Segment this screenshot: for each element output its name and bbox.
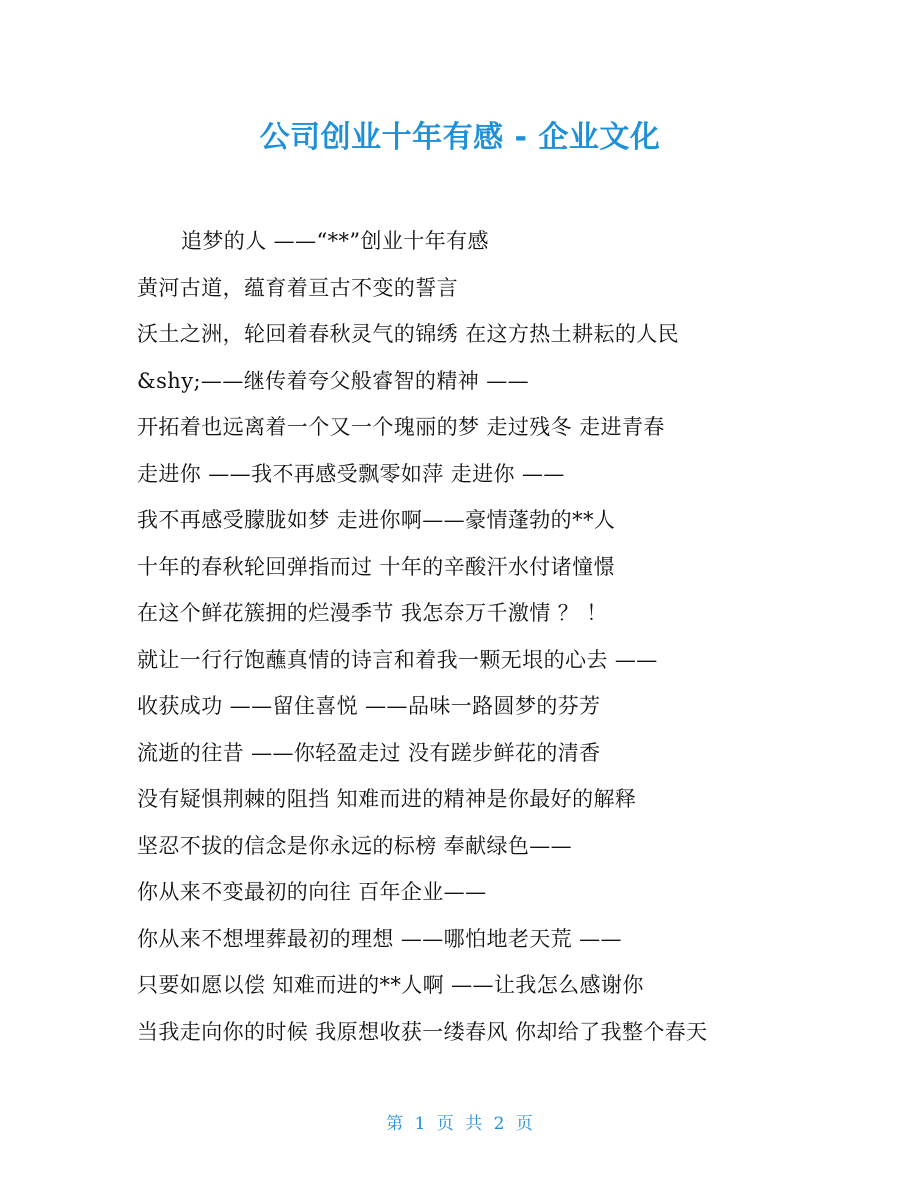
poem-line: 当我走向你的时候 我原想收获一缕春风 你却给了我整个春天 — [137, 1019, 708, 1044]
poem-body — [137, 218, 817, 1055]
poem-line: 就让一行行饱蘸真情的诗言和着我一颗无垠的心去 —— — [137, 647, 658, 672]
poem-line: 在这个鲜花簇拥的烂漫季节 我怎奈万千激情 ？ ！ — [137, 601, 608, 625]
poem-line: 黄河古道，蕴育着亘古不变的誓言 — [137, 275, 458, 300]
poem-line: 坚忍不拔的信念是你永远的标榜 奉献绿色—— — [137, 833, 573, 858]
poem-line: 走进你 ——我不再感受飘零如萍 走进你 —— — [137, 461, 565, 486]
poem-line: 只要如愿以偿 知难而进的**人啊 ——让我怎么感谢你 — [137, 973, 644, 997]
poem-line: &shy;——继传着夸父般睿智的精神 —— — [137, 368, 530, 393]
poem-line: 我不再感受朦胧如梦 走进你啊——豪情蓬勃的**人 — [137, 508, 616, 532]
poem-line: 你从来不想埋葬最初的理想 ——哪怕地老天荒 —— — [137, 926, 622, 951]
poem-line: 收获成功 ——留住喜悦 ——品味一路圆梦的芬芳 — [137, 694, 601, 718]
poem-line: 你从来不变最初的向往 百年企业—— — [137, 880, 487, 904]
page-number-footer: 第 1 页 共 2 页 — [386, 1114, 534, 1134]
poem-line: 十年的春秋轮回弹指而过 十年的辛酸汗水付诸憧憬 — [137, 554, 615, 579]
poem-line: 开拓着也远离着一个又一个瑰丽的梦 走过残冬 走进青春 — [137, 415, 665, 439]
document-title: 公司创业十年有感 - 企业文化 — [259, 120, 661, 155]
poem-line: 没有疑惧荆棘的阻挡 知难而进的精神是你最好的解释 — [137, 787, 637, 811]
poem-line-heading: 追梦的人 ——“**”创业十年有感 — [181, 229, 489, 253]
poem-line: 沃土之洲，轮回着春秋灵气的锦绣 在这方热土耕耘的人民 — [137, 322, 680, 346]
poem-line: 流逝的往昔 ——你轻盈走过 没有蹉步鲜花的清香 — [137, 740, 601, 765]
